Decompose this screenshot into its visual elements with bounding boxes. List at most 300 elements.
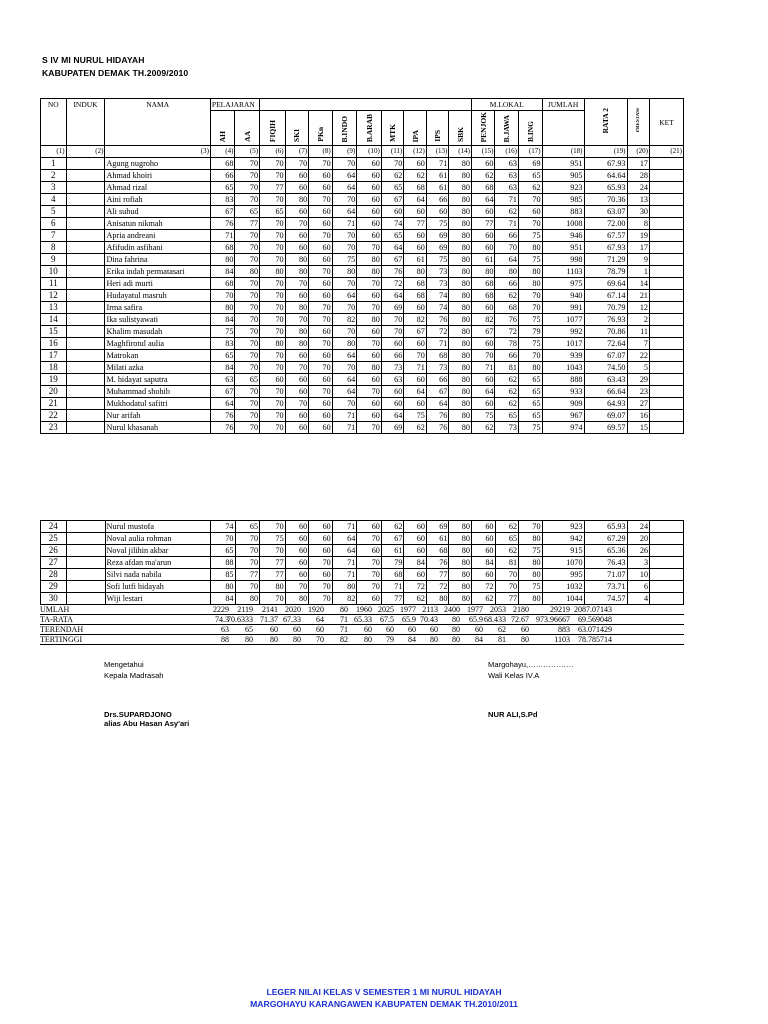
score-cell: 64 <box>332 374 357 386</box>
student-induk <box>66 194 105 206</box>
score-cell: 70 <box>235 410 260 422</box>
score-cell: 64 <box>381 290 404 302</box>
score-cell: 80 <box>449 422 472 434</box>
score-cell: 60 <box>357 350 382 362</box>
score-cell: 77 <box>260 557 286 569</box>
student-name: Afifudin asfihani <box>105 242 210 254</box>
score-cell: 62 <box>495 290 519 302</box>
score-cell: 64 <box>471 194 495 206</box>
student-name: Anisatun nikmah <box>105 218 210 230</box>
total-cell: 1043 <box>542 362 584 374</box>
summary-score: 2025 <box>378 605 394 614</box>
summary-score: 65.9 <box>402 615 416 624</box>
average-cell: 64.64 <box>584 170 627 182</box>
student-number: 19 <box>41 374 67 386</box>
total-cell: 946 <box>542 230 584 242</box>
score-cell: 71 <box>332 422 357 434</box>
student-induk <box>66 170 105 182</box>
student-induk <box>66 278 105 290</box>
ket-cell <box>650 242 684 254</box>
score-cell: 77 <box>471 218 495 230</box>
score-cell: 70 <box>260 386 286 398</box>
ket-cell <box>650 230 684 242</box>
ket-cell <box>650 569 684 581</box>
score-cell: 67 <box>426 386 449 398</box>
student-induk <box>66 218 105 230</box>
score-cell: 65 <box>518 410 542 422</box>
score-cell: 84 <box>210 266 235 278</box>
score-cell: 75 <box>471 410 495 422</box>
student-induk <box>66 242 105 254</box>
student-name: Aini rofiah <box>105 194 210 206</box>
score-cell: 68 <box>210 242 235 254</box>
table-row <box>41 338 684 350</box>
score-cell: 80 <box>471 266 495 278</box>
student-number: 27 <box>41 557 67 569</box>
score-cell: 70 <box>260 593 286 605</box>
score-cell: 70 <box>260 521 286 533</box>
summary-label: TA-RATA <box>40 615 73 624</box>
score-cell: 82 <box>332 314 357 326</box>
subject-header: AA <box>242 131 252 142</box>
score-cell: 74 <box>210 521 235 533</box>
average-cell: 71.29 <box>584 254 627 266</box>
score-cell: 62 <box>495 545 519 557</box>
summary-score: 60 <box>293 625 301 634</box>
total-cell: 951 <box>542 242 584 254</box>
student-name: Matrokan <box>105 350 210 362</box>
score-cell: 80 <box>449 266 472 278</box>
score-cell: 60 <box>309 410 333 422</box>
score-cell: 60 <box>471 338 495 350</box>
score-cell: 70 <box>260 362 286 374</box>
score-cell: 70 <box>381 326 404 338</box>
right-sign-line1: Margohayu,……………… <box>488 660 574 669</box>
score-cell: 60 <box>357 326 382 338</box>
average-cell: 65.93 <box>584 521 627 533</box>
table-row <box>41 290 684 302</box>
subject-header: FIQIH <box>267 119 277 142</box>
score-cell: 69 <box>518 158 542 170</box>
average-cell: 72.64 <box>584 338 627 350</box>
col-rata-header: RATA 2 <box>601 107 610 134</box>
score-cell: 70 <box>381 158 404 170</box>
rank-cell: 5 <box>627 362 650 374</box>
ket-cell <box>650 386 684 398</box>
ket-cell <box>650 326 684 338</box>
score-cell: 65 <box>381 182 404 194</box>
score-cell: 60 <box>357 230 382 242</box>
student-name: Milati azka <box>105 362 210 374</box>
student-number: 3 <box>41 182 67 194</box>
student-name: Ali suhud <box>105 206 210 218</box>
rank-cell: 17 <box>627 158 650 170</box>
headmaster-alias: alias Abu Hasan Asy'ari <box>104 719 190 728</box>
score-cell: 70 <box>235 194 260 206</box>
rank-cell: 16 <box>627 410 650 422</box>
table-row <box>41 254 684 266</box>
score-cell: 65 <box>210 182 235 194</box>
score-cell: 82 <box>404 314 427 326</box>
table-row <box>41 545 684 557</box>
score-cell: 70 <box>357 557 382 569</box>
score-cell: 74 <box>426 302 449 314</box>
score-cell: 77 <box>235 218 260 230</box>
score-cell: 62 <box>518 182 542 194</box>
score-cell: 70 <box>495 569 519 581</box>
score-cell: 70 <box>357 386 382 398</box>
average-cell: 76.93 <box>584 314 627 326</box>
summary-average: 78.785714 <box>578 635 612 644</box>
score-cell: 67 <box>404 326 427 338</box>
summary-score: 74.3 <box>215 615 229 624</box>
score-cell: 65 <box>260 206 286 218</box>
column-index: (9) <box>332 146 357 158</box>
score-cell: 60 <box>309 350 333 362</box>
total-cell: 915 <box>542 545 584 557</box>
score-cell: 70 <box>260 218 286 230</box>
score-cell: 65 <box>495 533 519 545</box>
score-cell: 74 <box>426 290 449 302</box>
score-cell: 77 <box>260 182 286 194</box>
score-cell: 61 <box>381 545 404 557</box>
student-name: Heri adi murti <box>105 278 210 290</box>
score-cell: 60 <box>471 230 495 242</box>
subject-header: B.INDO <box>339 115 349 142</box>
score-cell: 78 <box>495 338 519 350</box>
table-row <box>41 218 684 230</box>
score-cell: 70 <box>357 338 382 350</box>
score-cell: 80 <box>404 266 427 278</box>
student-name: Muhammad shohib <box>105 386 210 398</box>
score-cell: 80 <box>210 581 235 593</box>
score-cell: 82 <box>332 593 357 605</box>
student-induk <box>66 422 105 434</box>
score-cell: 60 <box>285 545 309 557</box>
column-index: (11) <box>381 146 404 158</box>
score-cell: 60 <box>471 545 495 557</box>
score-cell: 80 <box>449 302 472 314</box>
rank-cell: 20 <box>627 533 650 545</box>
score-cell: 71 <box>332 218 357 230</box>
student-number: 14 <box>41 314 67 326</box>
score-cell: 69 <box>426 230 449 242</box>
table-row <box>41 521 684 533</box>
rank-cell: 11 <box>627 326 650 338</box>
score-cell: 80 <box>518 266 542 278</box>
score-cell: 80 <box>495 266 519 278</box>
average-cell: 67.14 <box>584 290 627 302</box>
table-row <box>41 557 684 569</box>
score-cell: 80 <box>235 266 260 278</box>
score-cell: 80 <box>449 242 472 254</box>
score-cell: 75 <box>518 422 542 434</box>
score-cell: 77 <box>381 593 404 605</box>
student-name: Nur arifah <box>105 410 210 422</box>
score-cell: 60 <box>309 398 333 410</box>
score-cell: 70 <box>260 422 286 434</box>
score-cell: 60 <box>471 533 495 545</box>
score-cell: 60 <box>357 206 382 218</box>
summary-score: 2113 <box>422 605 438 614</box>
summary-block <box>40 606 684 650</box>
score-cell: 64 <box>332 290 357 302</box>
score-cell: 66 <box>210 170 235 182</box>
score-cell: 60 <box>471 242 495 254</box>
score-cell: 80 <box>449 326 472 338</box>
student-number: 7 <box>41 230 67 242</box>
score-cell: 84 <box>404 557 427 569</box>
summary-score: 65.33 <box>354 615 372 624</box>
average-cell: 74.50 <box>584 362 627 374</box>
score-cell: 70 <box>260 398 286 410</box>
subject-header: AH <box>218 130 228 142</box>
student-name: Khalim masudah <box>105 326 210 338</box>
score-cell: 62 <box>381 521 404 533</box>
score-cell: 60 <box>357 398 382 410</box>
score-cell: 76 <box>210 410 235 422</box>
rank-cell: 30 <box>627 206 650 218</box>
score-cell: 62 <box>495 521 519 533</box>
score-cell: 80 <box>357 314 382 326</box>
total-cell: 1103 <box>542 266 584 278</box>
score-cell: 80 <box>357 254 382 266</box>
student-name: Erika indah permatasari <box>105 266 210 278</box>
student-name: Silvi nada nabila <box>105 569 210 581</box>
score-cell: 70 <box>285 362 309 374</box>
summary-score: 2229 <box>213 605 229 614</box>
subject-header: B.ARAB <box>364 113 374 142</box>
score-cell: 80 <box>518 242 542 254</box>
score-cell: 60 <box>285 170 309 182</box>
student-name: Maghfirotul aulia <box>105 338 210 350</box>
score-cell: 64 <box>332 206 357 218</box>
rank-cell: 13 <box>627 194 650 206</box>
total-cell: 975 <box>542 278 584 290</box>
score-cell: 70 <box>495 581 519 593</box>
table-row <box>41 206 684 218</box>
score-cell: 60 <box>357 170 382 182</box>
score-cell: 64 <box>332 545 357 557</box>
subject-header: B.ING <box>525 120 535 142</box>
score-cell: 81 <box>495 362 519 374</box>
score-cell: 72 <box>381 278 404 290</box>
summary-row <box>40 606 684 615</box>
rank-cell: 21 <box>627 290 650 302</box>
score-cell: 80 <box>519 557 543 569</box>
score-cell: 63 <box>381 374 404 386</box>
score-cell: 70 <box>309 302 333 314</box>
document-subtitle: KABUPATEN DEMAK TH.2009/2010 <box>42 68 189 78</box>
score-cell: 67 <box>381 533 404 545</box>
score-cell: 70 <box>235 545 260 557</box>
student-number: 13 <box>41 302 67 314</box>
column-index: (14) <box>449 146 472 158</box>
score-cell: 80 <box>285 338 309 350</box>
score-cell: 71 <box>332 410 357 422</box>
student-number: 12 <box>41 290 67 302</box>
total-cell: 967 <box>542 410 584 422</box>
score-cell: 80 <box>449 230 472 242</box>
summary-score: 1977 <box>400 605 416 614</box>
score-cell: 75 <box>332 254 357 266</box>
summary-score: 80 <box>521 635 529 644</box>
score-cell: 60 <box>404 569 427 581</box>
column-index: (15) <box>471 146 495 158</box>
score-cell: 70 <box>235 398 260 410</box>
score-cell: 80 <box>449 338 472 350</box>
score-cell: 75 <box>518 230 542 242</box>
score-cell: 70 <box>357 533 382 545</box>
average-cell: 63.07 <box>584 206 627 218</box>
score-cell: 67 <box>210 206 235 218</box>
score-cell: 62 <box>381 170 404 182</box>
score-cell: 72 <box>426 326 449 338</box>
total-cell: 974 <box>542 422 584 434</box>
score-cell: 62 <box>495 386 519 398</box>
column-index: (21) <box>650 146 684 158</box>
student-induk <box>66 350 105 362</box>
score-cell: 70 <box>332 230 357 242</box>
score-cell: 70 <box>357 581 382 593</box>
total-cell: 1077 <box>542 314 584 326</box>
summary-row <box>40 616 684 625</box>
student-induk <box>66 290 105 302</box>
score-cell: 60 <box>285 422 309 434</box>
column-index: (12) <box>404 146 427 158</box>
score-cell: 70 <box>332 398 357 410</box>
rank-cell: 6 <box>627 581 650 593</box>
score-cell: 68 <box>210 158 235 170</box>
score-cell: 70 <box>235 278 260 290</box>
score-cell: 75 <box>519 545 543 557</box>
summary-score: 80 <box>430 635 438 644</box>
ket-cell <box>650 593 684 605</box>
total-cell: 942 <box>542 533 584 545</box>
score-cell: 70 <box>235 302 260 314</box>
score-cell: 60 <box>357 545 382 557</box>
score-cell: 84 <box>210 362 235 374</box>
table-row <box>41 398 684 410</box>
score-cell: 60 <box>357 194 382 206</box>
score-cell: 80 <box>210 254 235 266</box>
score-cell: 70 <box>235 254 260 266</box>
score-cell: 62 <box>404 170 427 182</box>
score-cell: 70 <box>260 314 286 326</box>
ket-cell <box>650 545 684 557</box>
summary-total: 1103 <box>554 635 570 644</box>
student-induk <box>66 593 105 605</box>
score-cell: 79 <box>518 326 542 338</box>
score-cell: 63 <box>495 158 519 170</box>
score-cell: 65 <box>210 350 235 362</box>
table-row <box>41 266 684 278</box>
student-name: Sofi lutfi hidayah <box>105 581 210 593</box>
summary-total: 29219 <box>550 605 570 614</box>
score-cell: 70 <box>357 422 382 434</box>
score-cell: 60 <box>309 569 333 581</box>
score-cell: 64 <box>210 398 235 410</box>
score-cell: 80 <box>449 170 472 182</box>
score-cell: 70 <box>518 218 542 230</box>
column-index: (17) <box>518 146 542 158</box>
summary-score: 2020 <box>285 605 301 614</box>
score-cell: 60 <box>518 206 542 218</box>
col-jumlah-header: JUMLAH <box>542 99 584 111</box>
score-cell: 70 <box>235 182 260 194</box>
score-cell: 60 <box>285 410 309 422</box>
score-cell: 60 <box>285 533 309 545</box>
summary-label: TERTINGGI <box>40 635 83 644</box>
score-cell: 60 <box>357 218 382 230</box>
score-cell: 60 <box>309 533 333 545</box>
score-cell: 77 <box>404 218 427 230</box>
summary-score: 70.6333 <box>227 615 253 624</box>
score-cell: 80 <box>449 362 472 374</box>
summary-score: 2141 <box>262 605 278 614</box>
score-cell: 70 <box>285 314 309 326</box>
rank-cell: 1 <box>627 266 650 278</box>
score-cell: 71 <box>495 218 519 230</box>
score-cell: 80 <box>285 254 309 266</box>
summary-total: 883 <box>558 625 570 634</box>
summary-score: 80 <box>293 635 301 644</box>
score-cell: 70 <box>285 398 309 410</box>
summary-score: 60 <box>521 625 529 634</box>
student-induk <box>66 581 105 593</box>
score-cell: 70 <box>309 557 333 569</box>
score-cell: 80 <box>357 362 382 374</box>
score-cell: 75 <box>426 218 449 230</box>
score-cell: 60 <box>309 374 333 386</box>
score-cell: 70 <box>235 158 260 170</box>
total-cell: 939 <box>542 350 584 362</box>
rank-cell: 7 <box>627 338 650 350</box>
score-cell: 63 <box>210 374 235 386</box>
table-row <box>41 326 684 338</box>
score-cell: 80 <box>449 314 472 326</box>
score-cell: 60 <box>471 569 495 581</box>
ket-cell <box>650 314 684 326</box>
score-cell: 71 <box>404 362 427 374</box>
score-cell: 60 <box>285 242 309 254</box>
student-induk <box>66 326 105 338</box>
grades-table <box>40 98 684 434</box>
headmaster-name: Drs.SUPARDJONO <box>104 710 172 719</box>
score-cell: 60 <box>471 302 495 314</box>
score-cell: 60 <box>309 254 333 266</box>
ket-cell <box>650 350 684 362</box>
student-number: 17 <box>41 350 67 362</box>
total-cell: 1044 <box>542 593 584 605</box>
column-index: (20) <box>627 146 650 158</box>
score-cell: 80 <box>260 266 286 278</box>
score-cell: 60 <box>404 206 427 218</box>
score-cell: 60 <box>471 521 495 533</box>
score-cell: 64 <box>426 398 449 410</box>
score-cell: 80 <box>449 593 472 605</box>
ket-cell <box>650 194 684 206</box>
score-cell: 70 <box>235 338 260 350</box>
score-cell: 70 <box>235 581 260 593</box>
score-cell: 80 <box>519 569 543 581</box>
grades-table-continued <box>40 520 684 605</box>
column-index: (8) <box>309 146 333 158</box>
score-cell: 70 <box>235 242 260 254</box>
score-cell: 68 <box>426 545 449 557</box>
score-cell: 60 <box>285 230 309 242</box>
ket-cell <box>650 362 684 374</box>
